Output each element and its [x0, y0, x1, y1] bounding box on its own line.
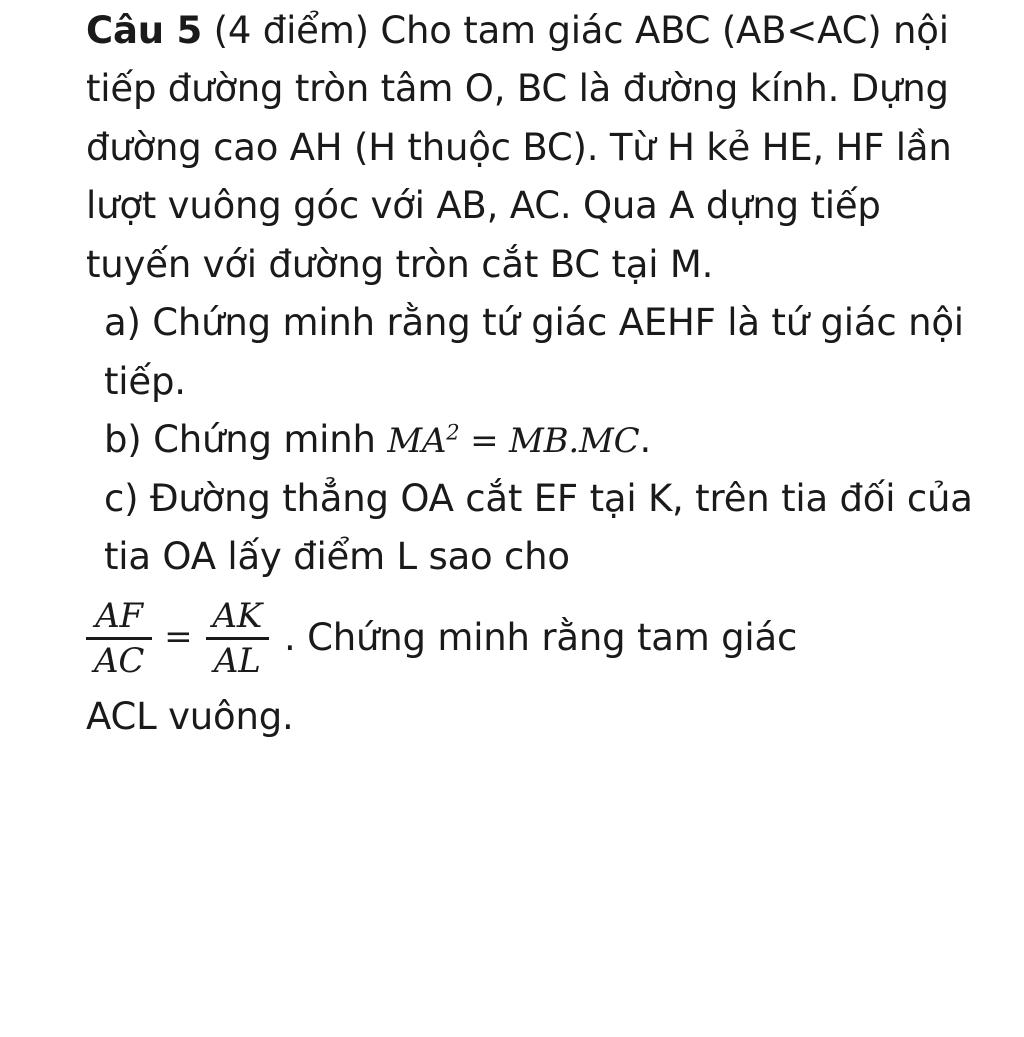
equals-sign: = — [164, 617, 193, 658]
formula-rest: = MB.MC — [459, 421, 640, 462]
part-c-text: c) Đường thẳng OA cắt EF tại K, trên tia đối của tia OA lấy điểm L sao cho — [104, 476, 973, 579]
part-c-equation-row — [86, 597, 986, 680]
question-points: (4 điểm) — [213, 9, 369, 52]
part-b-paragraph — [86, 411, 986, 469]
part-c-paragraph — [86, 470, 986, 587]
fraction-left-numerator: AF — [95, 595, 143, 636]
part-b-formula — [387, 421, 639, 461]
fraction-right-denominator: AL — [206, 637, 269, 680]
question-intro-text: Cho tam giác ABC (AB<AC) nội tiếp đường tròn tâm O, BC là đường kính. Dựng đường cao AH (H thuộc BC). Từ H kẻ HE, HF lần lượt vuông góc với AB, AC. Qua A dựng tiếp tuyến với đường tròn cắt BC tại M. — [86, 9, 952, 286]
fraction-left — [86, 597, 152, 680]
formula-base: MA — [387, 421, 447, 462]
document-body — [86, 2, 986, 746]
part-a-text: a) Chứng minh rằng tứ giác AEHF là tứ giác nội tiếp. — [104, 301, 964, 403]
fraction-right-numerator: AK — [212, 595, 263, 636]
part-c-tail: ACL vuông. — [86, 694, 294, 738]
formula-exponent: 2 — [446, 419, 460, 445]
part-a-paragraph — [86, 294, 986, 411]
part-b-prefix: b) Chứng minh — [104, 418, 388, 462]
question-intro-paragraph — [86, 2, 986, 294]
fraction-right — [204, 597, 270, 680]
fraction-left-denominator: AC — [86, 637, 152, 680]
part-b-suffix: . — [639, 418, 652, 462]
part-c-after-fraction: . Chứng minh rằng tam giác — [284, 615, 798, 659]
question-label: Câu 5 — [86, 9, 203, 52]
